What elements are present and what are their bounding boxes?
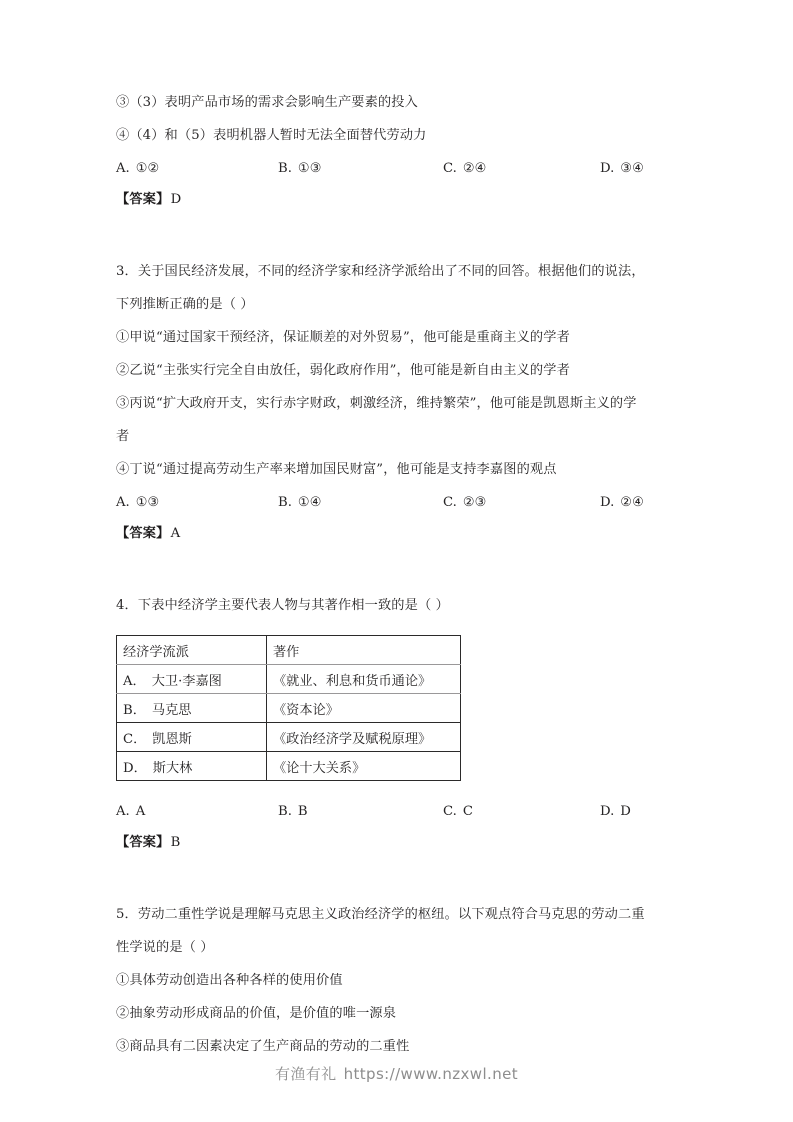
question-5-item: ②抽象劳动形成商品的价值，是价值的唯一源泉	[116, 1006, 397, 1021]
answer-label: 【答案】	[116, 835, 170, 850]
table-cell-work: 《政治经济学及赋税原理》	[267, 723, 461, 752]
answer-label: 【答案】	[116, 192, 170, 207]
option-c[interactable]	[443, 152, 486, 185]
question-3	[116, 255, 678, 549]
table-cell-work: 《论十大关系》	[267, 752, 461, 781]
table-cell-person	[117, 752, 267, 781]
table-cell-person	[117, 694, 267, 723]
option-a-text: A	[135, 804, 146, 819]
option-a[interactable]	[116, 795, 145, 828]
option-d-letter: D.	[600, 495, 615, 510]
option-c-letter: C.	[443, 804, 457, 819]
option-b-letter: B.	[278, 495, 292, 510]
table-header-school: 经济学流派	[117, 636, 267, 665]
answer-value: D	[170, 192, 182, 207]
option-b[interactable]	[278, 486, 322, 519]
question-5-item: ①具体劳动创造出各种各样的使用价值	[116, 973, 343, 988]
option-d-letter: D.	[600, 804, 615, 819]
option-a[interactable]	[116, 152, 159, 185]
row-label: B．	[123, 702, 146, 718]
question-5-stem-line: 性学说的是（ ）	[116, 940, 214, 955]
question-3-stem-line: 下列推断正确的是（ ）	[116, 297, 254, 312]
table-gap	[116, 781, 678, 795]
option-d[interactable]	[600, 795, 631, 828]
option-b-text: B	[297, 804, 308, 819]
table-cell-person	[117, 723, 267, 752]
document-content	[116, 86, 678, 1063]
question-5	[116, 898, 678, 1063]
table-cell-work: 《资本论》	[267, 694, 461, 723]
person-name: 大卫·李嘉图	[151, 673, 222, 689]
option-a[interactable]	[116, 486, 159, 519]
option-c-letter: C.	[443, 161, 457, 176]
option-b-letter: B.	[278, 161, 292, 176]
table-row	[117, 723, 461, 752]
option-d-text: ③④	[620, 161, 644, 176]
section-gap	[116, 215, 678, 255]
row-label: D．	[123, 760, 147, 776]
table-cell-work: 《就业、利息和货币通论》	[267, 665, 461, 694]
option-b[interactable]	[278, 152, 322, 185]
option-a-letter: A.	[116, 804, 130, 819]
option-a-letter: A.	[116, 161, 130, 176]
person-name: 斯大林	[152, 760, 193, 776]
option-b[interactable]	[278, 795, 308, 828]
answer-line-q3	[116, 519, 678, 549]
options-row-q4	[116, 795, 678, 828]
table-row	[117, 665, 461, 694]
option-c-text: C	[462, 804, 473, 819]
row-label: A．	[123, 673, 146, 689]
section-gap	[116, 858, 678, 898]
table-row	[117, 752, 461, 781]
answer-line-q4	[116, 828, 678, 858]
question-3-item: ③丙说“扩大政府开支，实行赤字财政，刺激经济，维持繁荣”，他可能是凯恩斯主义的学	[116, 396, 637, 411]
question-5-item: ③商品具有二因素决定了生产商品的劳动的二重性	[116, 1039, 410, 1054]
question-3-item: ①甲说“通过国家干预经济，保证顺差的对外贸易”，他可能是重商主义的学者	[116, 330, 570, 345]
economics-table	[116, 635, 461, 781]
option-c[interactable]	[443, 486, 486, 519]
question-3-item-continuation: 者	[116, 429, 130, 444]
option-d-letter: D.	[600, 161, 615, 176]
option-b-text: ①③	[297, 161, 322, 176]
option-d[interactable]	[600, 486, 644, 519]
option-a-text: ①②	[135, 161, 160, 176]
watermark-url: https://www.nzxwl.net	[343, 1065, 519, 1083]
statement-line: ③（3）表明产品市场的需求会影响生产要素的投入	[116, 95, 418, 110]
answer-label: 【答案】	[116, 526, 170, 541]
answer-line-q2	[116, 185, 678, 215]
person-name: 凯恩斯	[152, 731, 192, 747]
watermark	[0, 1063, 793, 1084]
table-header-row	[117, 636, 461, 665]
option-a-letter: A.	[116, 495, 130, 510]
options-row-q2	[116, 152, 678, 185]
option-c-text: ②③	[462, 495, 487, 510]
option-d[interactable]	[600, 152, 644, 185]
question-4	[116, 589, 678, 858]
question-3-stem-line: 3．关于国民经济发展，不同的经济学家和经济学派给出了不同的回答。根据他们的说法，	[116, 264, 645, 279]
options-row-q3	[116, 486, 678, 519]
question-3-item: ④丁说“通过提高劳动生产率来增加国民财富”，他可能是支持李嘉图的观点	[116, 462, 557, 477]
option-b-text: ①④	[297, 495, 322, 510]
answer-value: B	[170, 835, 181, 850]
table-row	[117, 694, 461, 723]
option-d-text: ②④	[620, 495, 644, 510]
question-4-stem: 4．下表中经济学主要代表人物与其著作相一致的是（ ）	[116, 598, 449, 613]
option-d-text: D	[620, 804, 631, 819]
table-cell-person	[117, 665, 267, 694]
economics-table-wrap	[116, 635, 678, 781]
person-name: 马克思	[151, 702, 192, 718]
question-3-item: ②乙说“主张实行完全自由放任，弱化政府作用”，他可能是新自由主义的学者	[116, 363, 570, 378]
section-gap	[116, 549, 678, 589]
answer-value: A	[170, 526, 181, 541]
option-c[interactable]	[443, 795, 473, 828]
row-label: C．	[123, 731, 147, 747]
watermark-brand: 有渔有礼	[274, 1065, 337, 1083]
option-b-letter: B.	[278, 804, 292, 819]
question-5-stem-line: 5．劳动二重性学说是理解马克思主义政治经济学的枢纽。以下观点符合马克思的劳动二重	[116, 907, 645, 922]
option-a-text: ①③	[135, 495, 160, 510]
table-header-work: 著作	[267, 636, 461, 665]
option-c-text: ②④	[462, 161, 487, 176]
carryover-statements	[116, 86, 678, 152]
statement-line: ④（4）和（5）表明机器人暂时无法全面替代劳动力	[116, 128, 427, 143]
option-c-letter: C.	[443, 495, 457, 510]
